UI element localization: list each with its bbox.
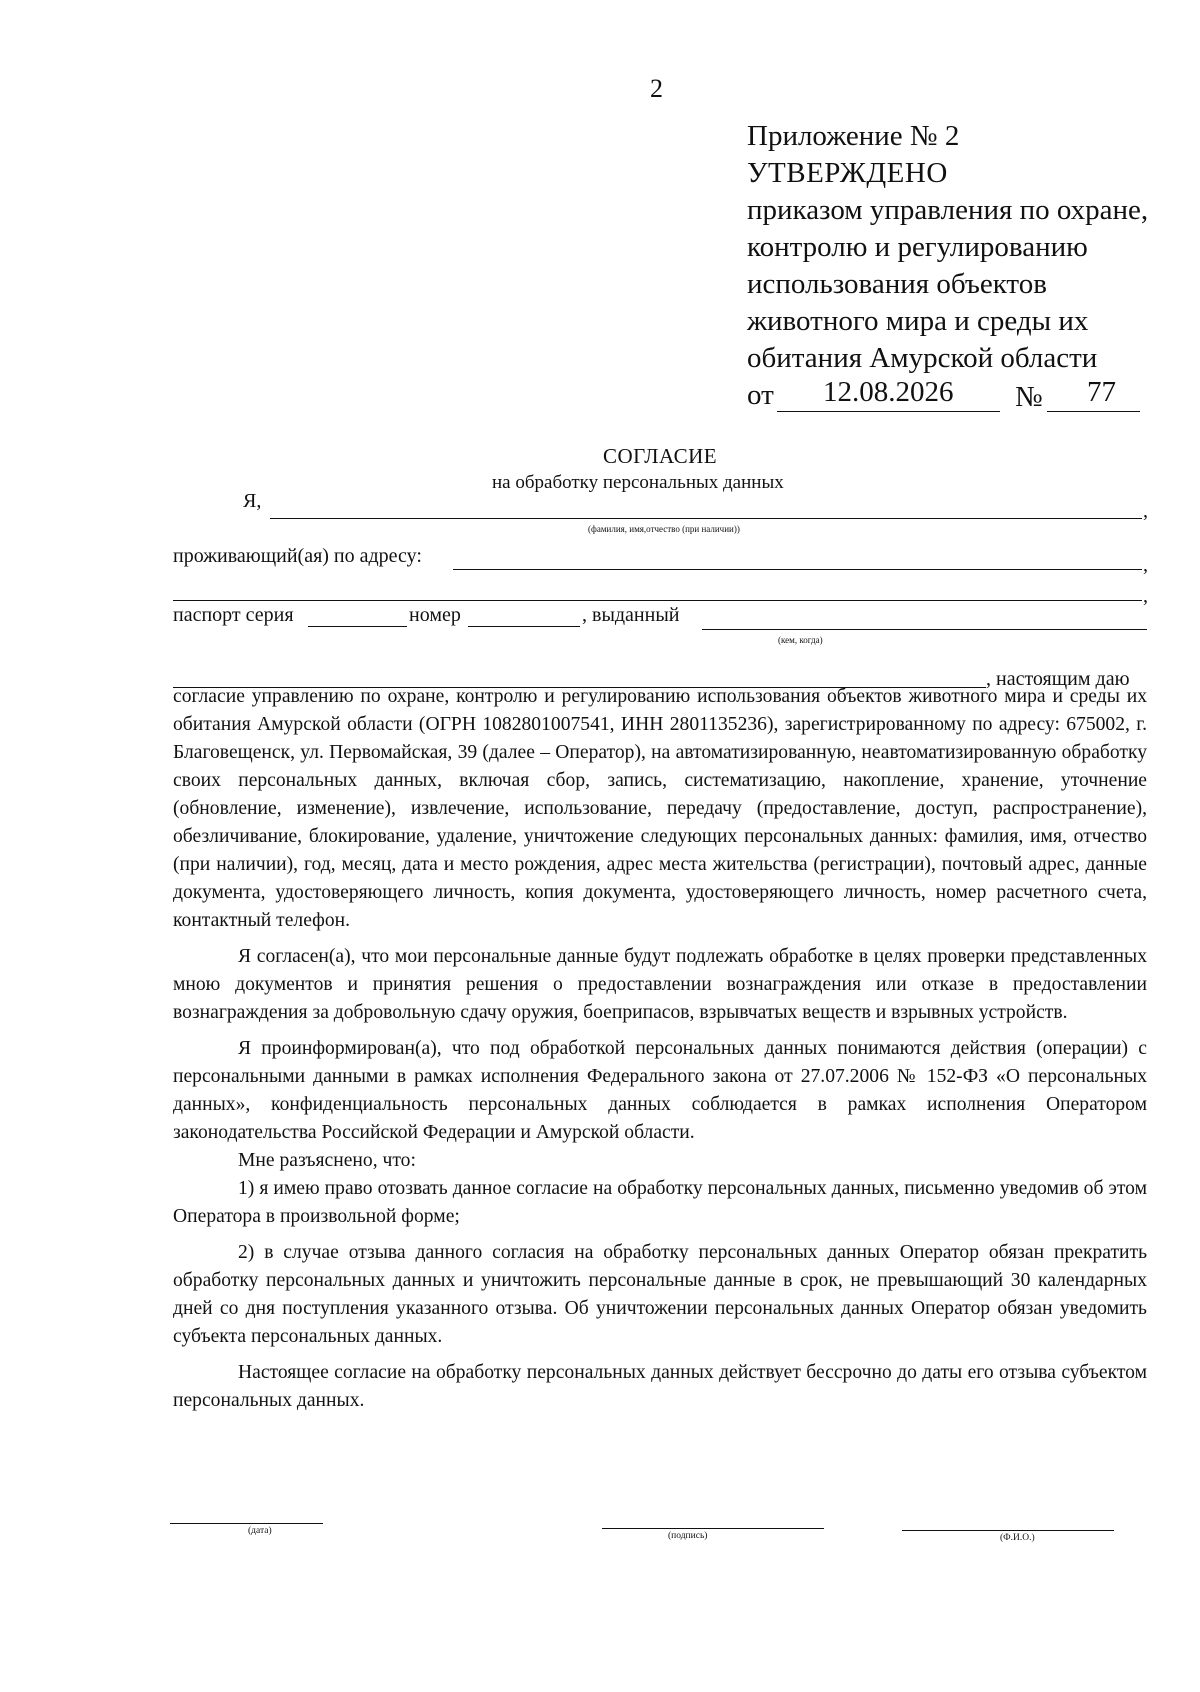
date-caption: (дата) [248, 1526, 272, 1536]
appendix-label: Приложение № 2 [747, 120, 960, 152]
page-number: 2 [650, 74, 663, 103]
issued-hint: (кем, когда) [778, 635, 823, 645]
fio-hint: (фамилия, имя,отчество (при наличии)) [588, 524, 740, 534]
i-label: Я, [243, 490, 262, 512]
address-label: проживающий(ая) по адресу: [173, 545, 422, 567]
consent-paragraph: согласие управлению по охране, контролю и регулированию использования объектов животного мира и среды их обитания Амурской области (ОГРН 1082801007541, ИНН 2801135236), зарегистрированному по адресу: 675002, г. Благовещенск, ул. Первомайская, 39 (далее – Оператор), на автоматизированную, неавтоматизированную обработку своих персональных данных, включая сбор, запись, систематизацию, накопление, хранение, уточнение (обновление, изменение), извлечение, использование, передачу (предоставление, доступ, распространение), обезличивание, блокирование, удаление, уничтожение следующих персональных данных: фамилия, имя, отчество (при наличии), год, месяц, дата и место рождения, адрес места жительства (регистрации), почтовый адрес, данные документа, удостоверяющего личность, копия документа, удостоверяющего личность, номер расчетного счета, контактный телефон. [173, 686, 1147, 931]
address-field-line[interactable] [453, 569, 1142, 570]
right-withdraw-paragraph: 1) я имею право отозвать данное согласие на обработку персональных данных, письменно уведомив об этом Оператора в произвольной форме; [173, 1178, 1147, 1227]
issued-by-field[interactable] [702, 629, 1147, 630]
order-date-row [747, 377, 1148, 414]
approval-text-line: контролю и регулированию [747, 231, 1088, 263]
document-title: СОГЛАСИЕ [603, 444, 718, 468]
address-comma: , [1143, 554, 1148, 576]
passport-number-label: номер [409, 604, 461, 626]
information-paragraph: Я проинформирован(а), что под обработкой персональных данных понимаются действия (операции) с персональными данными в рамках исполнения Федерального закона от 27.07.2006 № 152-ФЗ «О персональных данных», конфиденциальность персональных данных соблюдается в рамках исполнения Оператором законодательства Российской Федерации и Амурской области. [173, 1038, 1147, 1143]
date-prefix: от [747, 379, 774, 411]
passport-series-field[interactable] [308, 626, 407, 627]
passport-series-label: паспорт серия [173, 604, 294, 626]
document-subtitle: на обработку персональных данных [492, 472, 784, 493]
address-comma-2: , [1143, 585, 1148, 607]
approval-text-line: животного мира и среды их [747, 305, 1089, 337]
explanation-heading: Мне разъяснено, что: [238, 1150, 416, 1171]
issued-label: , выданный [582, 604, 680, 626]
number-underline [1047, 411, 1140, 412]
purpose-paragraph: Я согласен(а), что мои персональные данные будут подлежать обработке в целях проверки представленных мною документов и принятия решения о предоставлении вознаграждения или отказе в предоставлении вознаграждения за добровольную сдачу оружия, боеприпасов, взрывчатых веществ и взрывных устройств. [173, 946, 1147, 1023]
passport-number-field[interactable] [468, 626, 580, 627]
order-date: 12.08.2026 [823, 376, 954, 408]
date-signature-line[interactable] [170, 1523, 323, 1524]
date-underline [777, 411, 1000, 412]
fio-comma: , [1143, 500, 1148, 522]
fio-field-line[interactable] [270, 518, 1142, 519]
withdrawal-paragraph: 2) в случае отзыва данного согласия на обработку персональных данных Оператор обязан прекратить обработку персональных данных и уничтожить персональные данные в срок, не превышающий 30 календарных дней со дня поступления указанного отзыва. Об уничтожении персональных данных Оператор обязан уведомить субъекта персональных данных. [173, 1242, 1147, 1347]
number-prefix: № [1015, 381, 1043, 413]
approval-text-line: приказом управления по охране, [747, 194, 1149, 226]
consent-tail: , настоящим даю [986, 668, 1130, 690]
consent-body [173, 683, 1147, 1415]
signature-line[interactable] [602, 1528, 824, 1529]
validity-paragraph: Настоящее согласие на обработку персональных данных действует бессрочно до даты его отзыва субъектом персональных данных. [173, 1362, 1147, 1411]
approved-label: УТВЕРЖДЕНО [747, 157, 948, 189]
fio-caption: (Ф.И.О.) [1000, 1533, 1035, 1543]
approval-text-line: обитания Амурской области [747, 342, 1098, 374]
address-field-line-2[interactable] [173, 600, 1142, 601]
fio-signature-line[interactable] [902, 1530, 1114, 1531]
order-number: 77 [1087, 376, 1116, 408]
signature-caption: (подпись) [668, 1531, 708, 1541]
approval-block [747, 118, 1148, 414]
approval-text-line: использования объектов [747, 268, 1047, 300]
